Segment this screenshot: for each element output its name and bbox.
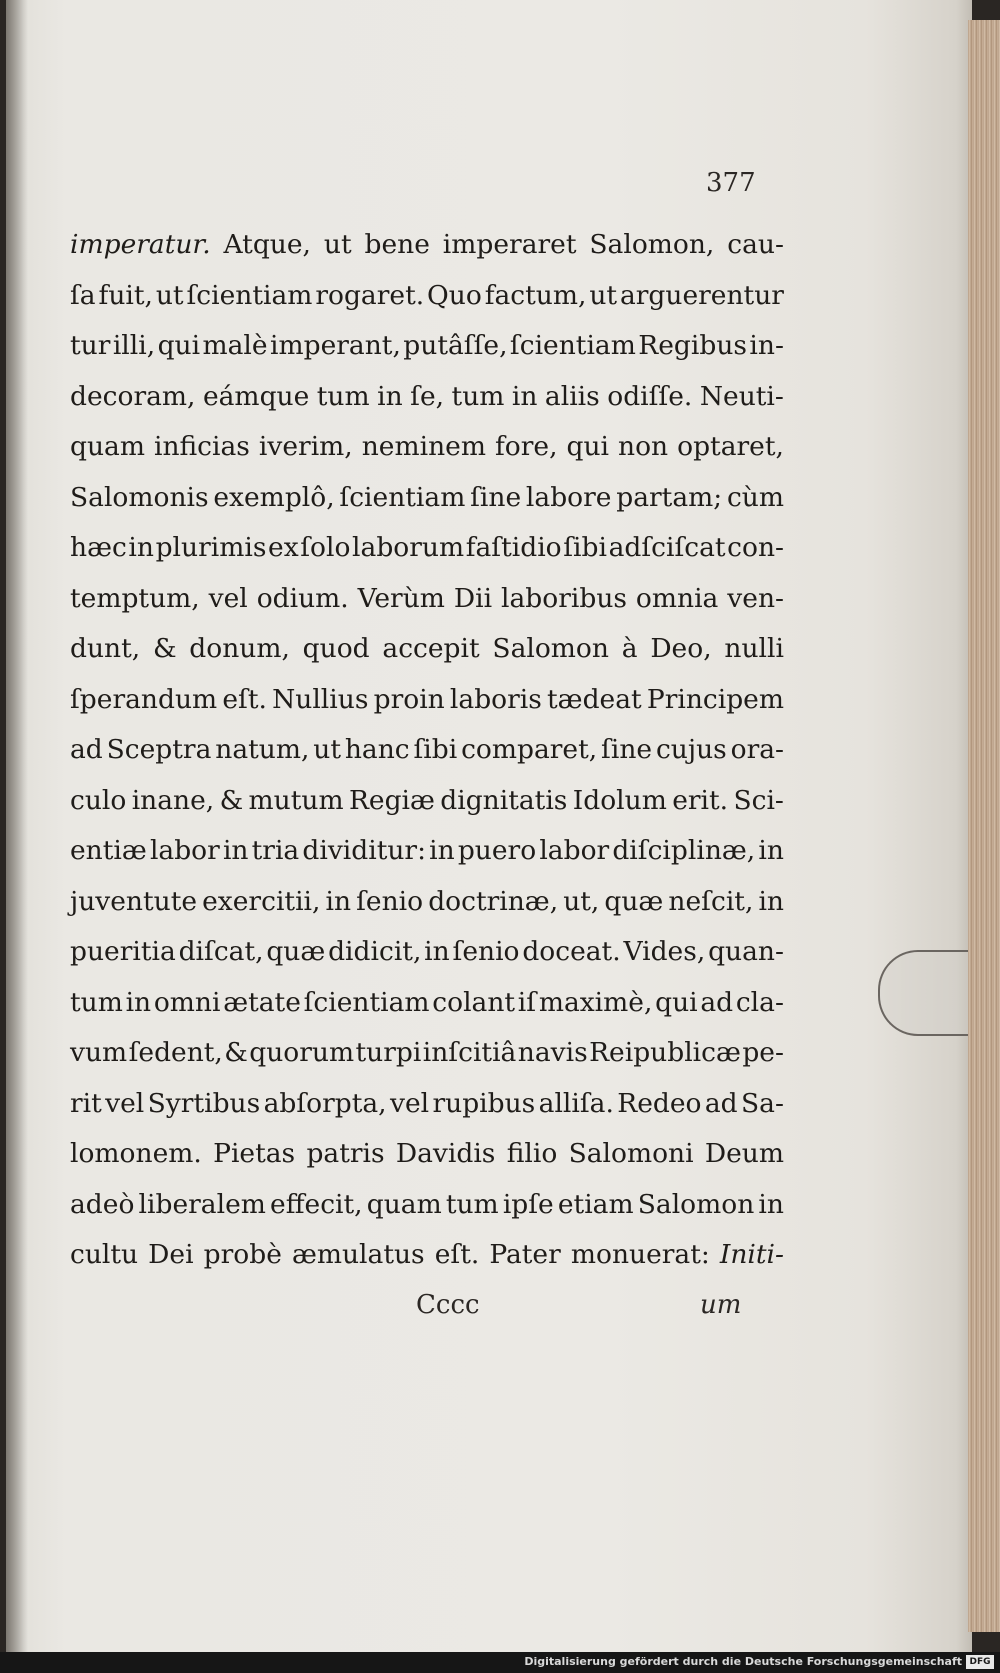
word: in [125, 986, 152, 1018]
word: & [219, 784, 244, 816]
word: abſorpta, [263, 1087, 387, 1119]
word: juventute [70, 885, 198, 917]
word: hæc [70, 532, 127, 563]
word: optaret, [677, 431, 784, 462]
word: partam; [616, 481, 723, 513]
word: ut [589, 279, 618, 311]
text-line [70, 1230, 784, 1281]
word: eámque [202, 380, 310, 412]
word: puero [457, 835, 537, 866]
word: liberalem [138, 1188, 266, 1220]
word: vel [389, 1087, 430, 1119]
word: ſcientiam [303, 986, 430, 1018]
text-line [70, 523, 784, 574]
text-line [70, 675, 784, 726]
word: Dii [453, 582, 493, 614]
word: Salomon [492, 633, 609, 664]
word: ora- [730, 734, 784, 765]
word: Atque, [223, 229, 311, 260]
word: quod [302, 633, 370, 664]
word: labor [149, 835, 220, 866]
word: cùm [726, 481, 784, 513]
word: Initi- [719, 1239, 784, 1270]
word: quorum [249, 1037, 355, 1068]
word: ſolo [300, 532, 351, 563]
word: diſcat, [178, 936, 264, 967]
page-number: 377 [706, 168, 756, 198]
word: non [618, 431, 669, 462]
word: ad [70, 734, 103, 765]
word: in [128, 532, 154, 563]
word: adſciſcat [608, 532, 726, 563]
word: illi, [112, 330, 156, 361]
word: qui [157, 330, 201, 361]
word: ætate [223, 986, 301, 1018]
word: doctrinæ, [428, 885, 559, 917]
word: ad [700, 986, 734, 1018]
word: ſine [601, 734, 653, 765]
word: inſcitiâ [422, 1037, 517, 1068]
text-line [70, 1028, 784, 1079]
text-line [70, 826, 784, 877]
word: tum [316, 380, 370, 412]
text-line [70, 927, 784, 978]
word: colant [432, 986, 516, 1018]
word: arguerentur [619, 279, 784, 311]
word: vel [208, 582, 248, 614]
word: comparet, [461, 734, 598, 765]
word: cujus [655, 734, 727, 765]
word: in [424, 936, 450, 967]
word: ut [313, 734, 341, 765]
word: erit. [672, 784, 729, 816]
word: vum [70, 1037, 128, 1068]
word: inficias [153, 431, 250, 462]
word: ſibi [413, 734, 458, 765]
text-line [70, 1129, 784, 1180]
word: & [224, 1037, 248, 1068]
word: probè [203, 1239, 282, 1270]
word: Redeo [617, 1087, 702, 1119]
word: proin [373, 683, 445, 715]
text-line [70, 422, 784, 473]
dfg-logo-icon: DFG [966, 1655, 994, 1669]
text-line [70, 776, 784, 827]
word: plurimis [155, 532, 267, 563]
word: Principem [646, 683, 784, 715]
word: Salomon, [589, 229, 715, 260]
word: ſa [70, 279, 96, 311]
word: à [621, 633, 638, 664]
word: iverim, [258, 431, 353, 462]
word: in [325, 885, 352, 917]
word: rogaret. [315, 279, 425, 311]
word: pueritia [70, 936, 176, 967]
word: quæ [604, 885, 664, 917]
word: Pietas [213, 1138, 296, 1169]
word: rit [70, 1087, 102, 1119]
word: decoram, [70, 380, 196, 412]
word: Sci- [733, 784, 784, 816]
word: Sceptra [106, 734, 212, 765]
word: in [511, 380, 538, 412]
word: Neuti- [699, 380, 784, 412]
word: donum, [189, 633, 290, 664]
word: bene [364, 229, 430, 260]
word: Pater [489, 1239, 561, 1270]
word: ut [323, 229, 352, 260]
word: turpi [355, 1037, 422, 1068]
word: quam [70, 431, 145, 462]
word: Quo [427, 279, 482, 311]
word: Davidis [395, 1138, 496, 1169]
text-line [70, 473, 784, 524]
word: Regiæ [348, 784, 435, 816]
text-line [70, 624, 784, 675]
word: Idolum [572, 784, 667, 816]
book-page [6, 0, 972, 1652]
word: aliis [544, 380, 600, 412]
word: Regibus [638, 330, 747, 361]
word: dividitur: [302, 835, 427, 866]
word: omni [153, 986, 221, 1018]
word: ſe, [410, 380, 445, 412]
word: Sa- [741, 1087, 784, 1119]
word: Vides, [623, 936, 706, 967]
word: lomonem. [70, 1138, 202, 1169]
word: pe- [742, 1037, 784, 1068]
word: odiſſe. [607, 380, 693, 412]
word: ſcientiam [186, 279, 313, 311]
word: filio [506, 1138, 558, 1169]
word: tædeat [547, 683, 642, 715]
word: neſcit, [668, 885, 754, 917]
word: in [377, 380, 403, 412]
text-line [70, 372, 784, 423]
word: in [429, 835, 455, 866]
word: culo [70, 784, 127, 816]
word: in [758, 1188, 784, 1220]
word: in [758, 885, 784, 917]
word: Syrtibus [147, 1087, 261, 1119]
word: & [152, 633, 177, 664]
word: imperant, [270, 330, 401, 361]
footer-credit: Digitalisierung gefördert durch die Deutsche Forschungsgemeinschaft [524, 1655, 962, 1668]
word: etiam [557, 1188, 634, 1220]
word: laborum [352, 532, 465, 563]
word: Reipublicæ [589, 1037, 741, 1068]
word: patris [306, 1138, 385, 1169]
word: ven- [727, 582, 784, 614]
word: omnia [635, 582, 719, 614]
word: nulli [724, 633, 784, 664]
body-text [70, 220, 784, 1281]
word: laboris [449, 683, 542, 715]
word: labore [525, 481, 612, 513]
word: æmulatus [291, 1239, 425, 1270]
word: Salomonis [70, 481, 209, 513]
text-line [70, 321, 784, 372]
word: Deo, [650, 633, 712, 664]
word: imperatur. [70, 229, 211, 260]
word: ipſe [502, 1188, 554, 1220]
word: dignitatis [440, 784, 568, 816]
text-line [70, 978, 784, 1029]
word: entiæ [70, 835, 147, 866]
word: ſenio [356, 885, 424, 917]
text-line [70, 877, 784, 928]
word: ut, [563, 885, 600, 917]
word: accepit [382, 633, 480, 664]
text-line [70, 574, 784, 625]
word: malè [202, 330, 268, 361]
word: dunt, [70, 633, 141, 664]
word: cau- [727, 229, 784, 260]
word: mutum [248, 784, 344, 816]
word: ſcientiam [509, 330, 636, 361]
signature-mark: Cccc [416, 1290, 480, 1320]
word: hanc [344, 734, 410, 765]
word: exercitii, [202, 885, 321, 917]
page-edges [968, 20, 1000, 1632]
word: Dei [148, 1239, 194, 1270]
word: effecit, [270, 1188, 363, 1220]
word: putâſſe, [403, 330, 508, 361]
word: Salomon [637, 1188, 755, 1220]
footer-bar [0, 1652, 1000, 1673]
text-line [70, 725, 784, 776]
text-line [70, 271, 784, 322]
word: tur [70, 330, 111, 361]
word: factum, [484, 279, 587, 311]
word: ſedent, [128, 1037, 223, 1068]
text-line [70, 220, 784, 271]
word: Nullius [272, 683, 369, 715]
word: eſt. [434, 1239, 480, 1270]
word: maximè, [538, 986, 653, 1018]
word: ſine [470, 481, 522, 513]
word: doceat. [522, 936, 621, 967]
word: laboribus [501, 582, 627, 614]
word: ſperandum [70, 683, 218, 715]
word: adeò [70, 1188, 135, 1220]
word: vel [105, 1087, 145, 1119]
word: monuerat: [570, 1239, 710, 1270]
word: qui [566, 431, 610, 462]
word: ſenio [452, 936, 520, 967]
gutter-shadow [6, 0, 28, 1652]
word: quan- [708, 936, 784, 967]
word: navis [517, 1037, 588, 1068]
word: odium. [256, 582, 349, 614]
text-line [70, 1079, 784, 1130]
word: ut [155, 279, 184, 311]
word: quam [366, 1188, 442, 1220]
word: natum, [215, 734, 310, 765]
word: Deum [704, 1138, 784, 1169]
word: labor [539, 835, 610, 866]
word: in- [749, 330, 784, 361]
word: in [758, 835, 784, 866]
word: tum [445, 1188, 499, 1220]
word: in [222, 835, 249, 866]
word: rupibus [432, 1087, 536, 1119]
word: ſibi [563, 532, 607, 563]
word: imperaret [442, 229, 577, 260]
word: faſtidio [465, 532, 562, 563]
catchword: um [700, 1290, 742, 1320]
word: exemplô, [213, 481, 335, 513]
word: temptum, [70, 582, 200, 614]
word: ad [704, 1087, 738, 1119]
word: alliſa. [538, 1087, 614, 1119]
word: quæ [266, 936, 326, 967]
word: ſcientiam [339, 481, 466, 513]
word: iſ [517, 986, 537, 1018]
word: qui [655, 986, 698, 1018]
word: didicit, [328, 936, 422, 967]
word: diſciplinæ, [612, 835, 756, 866]
word: cultu [70, 1239, 139, 1270]
text-line [70, 1180, 784, 1231]
word: tum [70, 986, 123, 1018]
word: neminem [361, 431, 486, 462]
word: con- [727, 532, 784, 563]
word: tria [251, 835, 300, 866]
word: fore, [494, 431, 558, 462]
word: tum [451, 380, 505, 412]
word: Verùm [357, 582, 445, 614]
word: eſt. [222, 683, 267, 715]
word: Salomoni [568, 1138, 694, 1169]
word: ex [268, 532, 299, 563]
word: cla- [735, 986, 784, 1018]
word: inane, [131, 784, 215, 816]
word: fuit, [98, 279, 153, 311]
